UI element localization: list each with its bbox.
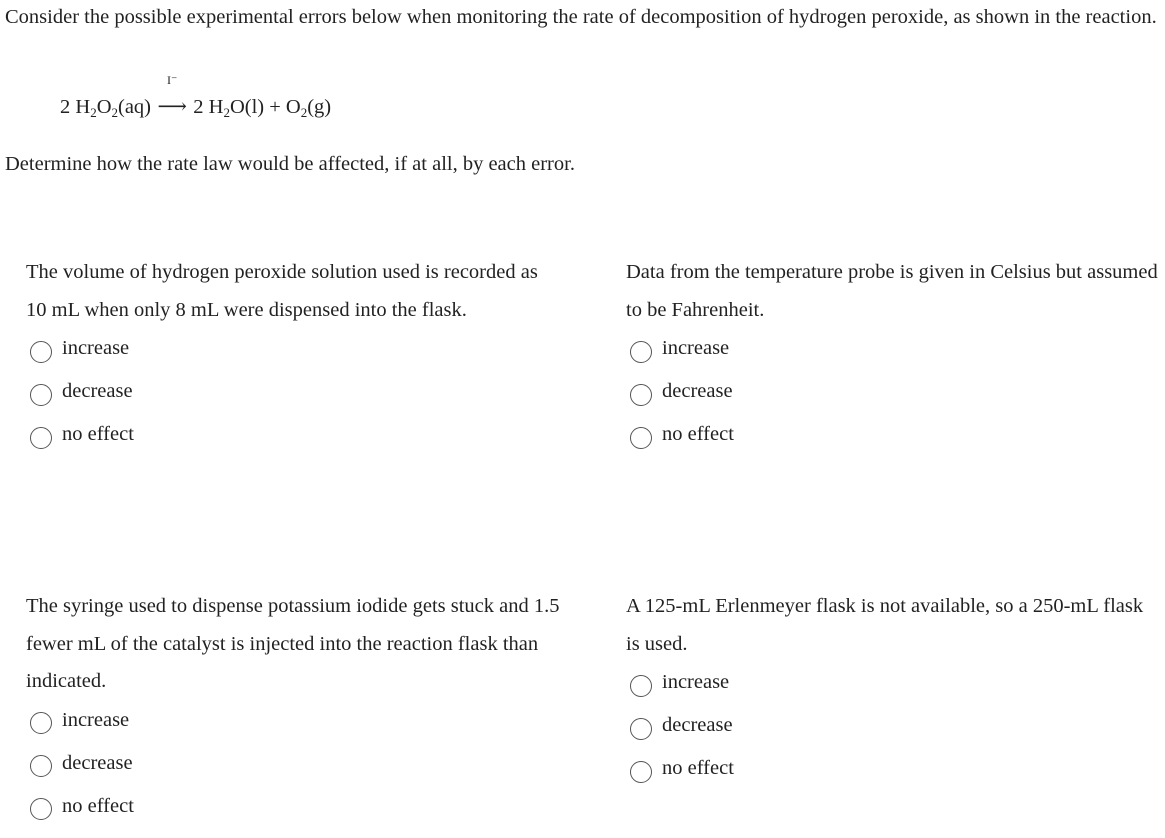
option-label: decrease (62, 380, 133, 402)
radio-button[interactable] (30, 755, 52, 777)
option-label: decrease (662, 380, 733, 402)
reactant-oxygen-subscript: 2 (111, 105, 118, 120)
radio-button[interactable] (630, 761, 652, 783)
question-1-option-decrease[interactable] (26, 372, 561, 415)
question-4 (626, 588, 1161, 792)
reactant-state: (aq) (118, 96, 152, 118)
catalyst-label: I⁻ (166, 73, 178, 87)
question-4-option-decrease[interactable] (626, 706, 1161, 749)
option-label: increase (62, 337, 130, 359)
question-4-options (626, 663, 1161, 792)
question-1-options (26, 329, 561, 458)
question-3 (26, 588, 561, 830)
radio-button[interactable] (30, 712, 52, 734)
option-label: increase (662, 337, 730, 359)
product-water-rest: O(l) (229, 96, 265, 118)
question-2-option-decrease[interactable] (626, 372, 1161, 415)
question-4-option-increase[interactable] (626, 663, 1161, 706)
product-water: 2 H (193, 96, 224, 118)
question-3-option-decrease[interactable] (26, 744, 561, 787)
product-oxygen: O (285, 96, 301, 118)
reaction-arrow (157, 73, 187, 122)
product-water-subscript: 2 (223, 105, 230, 120)
option-label: increase (62, 708, 130, 731)
question-2-option-no-effect[interactable] (626, 415, 1161, 458)
reactant-hydrogen-subscript: 2 (90, 105, 97, 120)
question-4-option-no-effect[interactable] (626, 749, 1161, 792)
radio-button[interactable] (630, 675, 652, 697)
radio-button[interactable] (30, 384, 52, 406)
radio-button[interactable] (30, 341, 52, 363)
arrow-icon: ⟶ (157, 96, 187, 118)
radio-button[interactable] (630, 718, 652, 740)
question-2-text: Data from the temperature probe is given in Celsius but assumed to be Fahrenheit. (626, 261, 1158, 321)
question-4-text: A 125-mL Erlenmeyer flask is not available, so a 250-mL flask is used. (626, 595, 1144, 655)
product-oxygen-state: (g) (307, 96, 332, 118)
radio-button[interactable] (630, 384, 652, 406)
radio-button[interactable] (30, 798, 52, 820)
option-label: increase (662, 671, 730, 693)
question-1-option-no-effect[interactable] (26, 415, 561, 458)
option-label: decrease (62, 751, 133, 774)
option-label: no effect (662, 423, 734, 445)
question-2-option-increase[interactable] (626, 329, 1161, 372)
question-3-option-no-effect[interactable] (26, 787, 561, 830)
question-2 (626, 254, 1161, 458)
reactant-coefficient: 2 (60, 96, 71, 118)
question-1-text: The volume of hydrogen peroxide solution used is recorded as 10 mL when only 8 mL were dispensed into the flask. (26, 261, 538, 321)
question-1-option-increase[interactable] (26, 329, 561, 372)
radio-button[interactable] (630, 427, 652, 449)
radio-button[interactable] (30, 427, 52, 449)
reactant-oxygen: O (96, 96, 112, 118)
option-label: no effect (62, 794, 134, 817)
question-3-text: The syringe used to dispense potassium iodide gets stuck and 1.5 fewer mL of the catalyst is injected into the reaction flask than indicated. (26, 595, 560, 692)
product-oxygen-subscript: 2 (300, 105, 308, 120)
option-label: no effect (662, 757, 734, 779)
question-2-options (626, 329, 1161, 458)
reactant-hydrogen: H (75, 96, 91, 118)
question-1 (26, 254, 561, 458)
intro-text: Consider the possible experimental errors below when monitoring the rate of decomposition of hydrogen peroxide, as shown in the reaction. (5, 6, 1157, 28)
option-label: no effect (62, 423, 134, 445)
instructions-text: Determine how the rate law would be affected, if at all, by each error. (5, 153, 575, 175)
option-label: decrease (662, 714, 733, 736)
reaction-equation (60, 73, 332, 122)
plus-sign: + (269, 96, 281, 118)
radio-button[interactable] (630, 341, 652, 363)
question-3-option-increase[interactable] (26, 701, 561, 744)
question-3-options (26, 701, 561, 830)
